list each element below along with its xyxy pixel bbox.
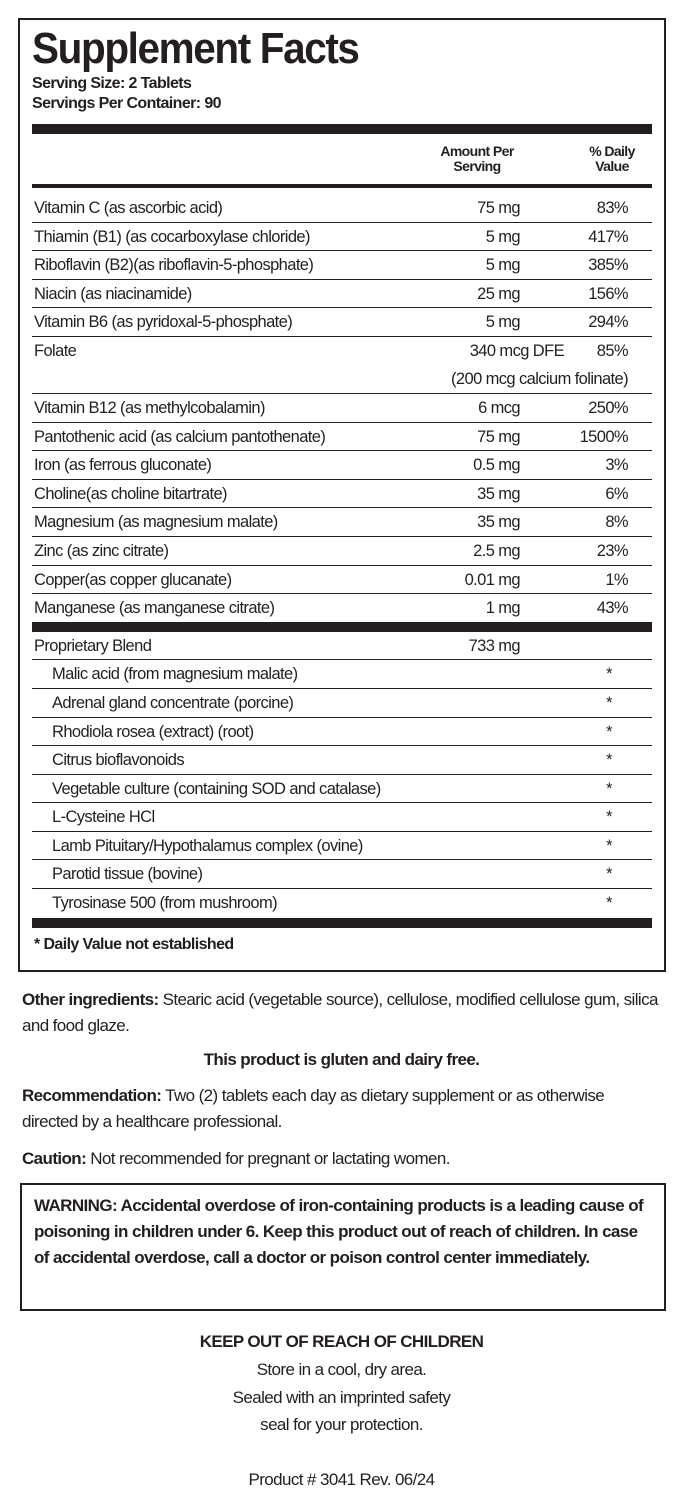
- blend-item-name: Parotid tissue (bovine): [52, 865, 203, 884]
- blend-amount: 733 mg: [468, 636, 520, 655]
- nutrient-amount: 5 mg: [485, 256, 520, 275]
- nutrient-row: [32, 423, 652, 452]
- blend-item-row: [32, 803, 652, 832]
- nutrient-name: Vitamin B12 (as methylcobalamin): [34, 398, 265, 417]
- nutrient-row: [32, 308, 652, 337]
- nutrient-row: [32, 251, 652, 280]
- nutrient-row: [32, 394, 652, 423]
- blend-item-dv: *: [606, 779, 612, 798]
- nutrient-amount-note: (200 mcg calcium folinate): [451, 369, 628, 388]
- other-text: Stearic acid (vegetable source), cellulose, modified cellulose gum, silica and food glaze.: [22, 990, 658, 1035]
- caution: [22, 1146, 662, 1172]
- nutrient-amount: 0.01 mg: [464, 570, 520, 589]
- nutrient-dv: 294%: [588, 313, 628, 332]
- blend-item-row: [32, 746, 652, 775]
- nutrient-amount: 5 mg: [485, 313, 520, 332]
- nutrient-row: [32, 480, 652, 509]
- blend-item-name: Lamb Pituitary/Hypothalamus complex (ovine): [52, 836, 363, 855]
- servings-per-container: Servings Per Container: 90: [32, 95, 221, 112]
- divider: [32, 124, 652, 134]
- nutrient-name: Thiamin (B1) (as cocarboxylase chloride): [34, 227, 310, 246]
- dv-header: % Daily Value: [589, 143, 635, 174]
- caution-text: Not recommended for pregnant or lactating women.: [86, 1149, 450, 1168]
- nutrient-row: [32, 508, 652, 537]
- nutrient-name: Vitamin B6 (as pyridoxal-5-phosphate): [34, 313, 293, 332]
- blend-item-dv: *: [606, 693, 612, 712]
- blend-item-dv: *: [606, 894, 612, 913]
- nutrient-dv: 83%: [596, 199, 628, 217]
- nutrient-dv: 3%: [605, 456, 628, 475]
- seal-note-2: seal for your protection.: [260, 1415, 423, 1434]
- nutrient-dv: 1500%: [579, 427, 628, 446]
- nutrient-dv: 385%: [588, 256, 628, 275]
- caution-label: Caution:: [22, 1149, 87, 1168]
- blend-item-dv: *: [606, 665, 612, 684]
- seal-note-1: Sealed with an imprinted safety: [232, 1388, 451, 1407]
- nutrient-amount: 75 mg: [477, 199, 520, 217]
- nutrient-dv: 43%: [596, 599, 628, 618]
- nutrient-name: Copper(as copper glucanate): [34, 570, 232, 589]
- nutrient-name: Magnesium (as magnesium malate): [34, 513, 278, 532]
- storage-note: Store in a cool, dry area.: [256, 1360, 427, 1379]
- nutrient-row: [32, 223, 652, 252]
- nutrient-amount: 25 mg: [477, 284, 520, 303]
- nutrient-amount: 5 mg: [485, 227, 520, 246]
- blend-item-row: [32, 775, 652, 804]
- rec-text: Two (2) tablets each day as dietary supplement or as otherwise directed by a healthcare professional.: [22, 1086, 605, 1131]
- nutrient-list: [32, 194, 652, 623]
- nutrient-amount: 75 mg: [477, 427, 520, 446]
- nutrient-name: Folate: [34, 341, 77, 360]
- nutrient-row: [32, 194, 652, 223]
- nutrient-amount: 2.5 mg: [473, 541, 520, 560]
- nutrient-row: [32, 594, 652, 623]
- nutrient-name: Vitamin C (as ascorbic acid): [34, 199, 223, 217]
- nutrient-dv: 8%: [605, 513, 628, 532]
- nutrient-name: Manganese (as manganese citrate): [34, 599, 275, 618]
- divider: [32, 918, 652, 928]
- blend-item-row: [32, 689, 652, 718]
- nutrient-name: Pantothenic acid (as calcium pantothenate): [34, 427, 326, 446]
- blend-list: [32, 660, 652, 917]
- blend-item-name: Malic acid (from magnesium malate): [52, 665, 298, 684]
- recommendation: [22, 1083, 662, 1135]
- panel-title: Supplement Facts: [32, 24, 359, 73]
- blend-name: Proprietary Blend: [34, 636, 152, 655]
- table-header: [32, 134, 652, 184]
- nutrient-amount: 35 mg: [477, 484, 520, 503]
- blend-item-dv: *: [606, 808, 612, 827]
- blend-item-dv: *: [606, 865, 612, 884]
- blend-item-name: L-Cysteine HCl: [52, 808, 155, 827]
- blend-item-name: Citrus bioflavonoids: [52, 751, 184, 770]
- nutrient-name: Iron (as ferrous gluconate): [34, 456, 212, 475]
- nutrient-dv: 1%: [605, 570, 628, 589]
- blend-item-dv: *: [606, 836, 612, 855]
- nutrient-amount: 340 mcg DFE: [469, 341, 564, 360]
- blend-row: [32, 632, 652, 661]
- nutrient-amount: 6 mcg: [478, 398, 520, 417]
- nutrient-amount: 1 mg: [485, 599, 520, 618]
- nutrient-name: Choline(as choline bitartrate): [34, 484, 227, 503]
- blend-item-row: [32, 860, 652, 889]
- blend-item-dv: *: [606, 722, 612, 741]
- nutrient-dv: 85%: [596, 341, 628, 360]
- nutrient-name: Niacin (as niacinamide): [34, 284, 192, 303]
- blend-item-row: [32, 889, 652, 918]
- supplement-facts-panel: [18, 18, 666, 972]
- nutrient-dv: 6%: [605, 484, 628, 503]
- blend-item-name: Tyrosinase 500 (from mushroom): [52, 894, 277, 913]
- blend-item-name: Vegetable culture (containing SOD and catalase): [52, 779, 381, 798]
- nutrient-row: [32, 537, 652, 566]
- nutrient-name: Riboflavin (B2)(as riboflavin-5-phosphate): [34, 256, 314, 275]
- keep-out-notice: KEEP OUT OF REACH OF CHILDREN: [199, 1332, 484, 1351]
- rec-label: Recommendation:: [22, 1086, 162, 1105]
- blend-item-name: Adrenal gland concentrate (porcine): [52, 693, 294, 712]
- nutrient-row: [32, 337, 652, 394]
- nutrient-amount: 0.5 mg: [473, 456, 520, 475]
- nutrient-row: [32, 451, 652, 480]
- blend-item-row: [32, 660, 652, 689]
- nutrient-dv: 250%: [588, 398, 628, 417]
- amount-header: Amount Per Serving: [440, 143, 514, 174]
- warning-box: WARNING: Accidental overdose of iron-containing products is a leading cause of poisoning in children under 6. Keep this product out of reach of children. In case of accidental overdose, call a doctor or poison control center immediately.: [20, 1183, 666, 1311]
- blend-item-dv: *: [606, 751, 612, 770]
- product-number: Product # 3041 Rev. 06/24: [248, 1470, 435, 1489]
- nutrient-row: [32, 280, 652, 309]
- nutrient-dv: 417%: [588, 227, 628, 246]
- footnote: * Daily Value not established: [34, 935, 234, 953]
- nutrient-name: Zinc (as zinc citrate): [34, 541, 169, 560]
- blend-item-row: [32, 832, 652, 861]
- other-ingredients: [22, 987, 662, 1039]
- blend-item-name: Rhodiola rosea (extract) (root): [52, 722, 254, 741]
- nutrient-amount: 35 mg: [477, 513, 520, 532]
- nutrient-dv: 23%: [596, 541, 628, 560]
- divider: [32, 622, 652, 632]
- serving-size: Serving Size: 2 Tablets: [32, 75, 192, 92]
- other-label: Other ingredients:: [22, 990, 159, 1009]
- nutrient-row: [32, 566, 652, 595]
- blend-item-row: [32, 718, 652, 747]
- gluten-statement: This product is gluten and dairy free.: [203, 1050, 480, 1069]
- nutrient-dv: 156%: [588, 284, 628, 303]
